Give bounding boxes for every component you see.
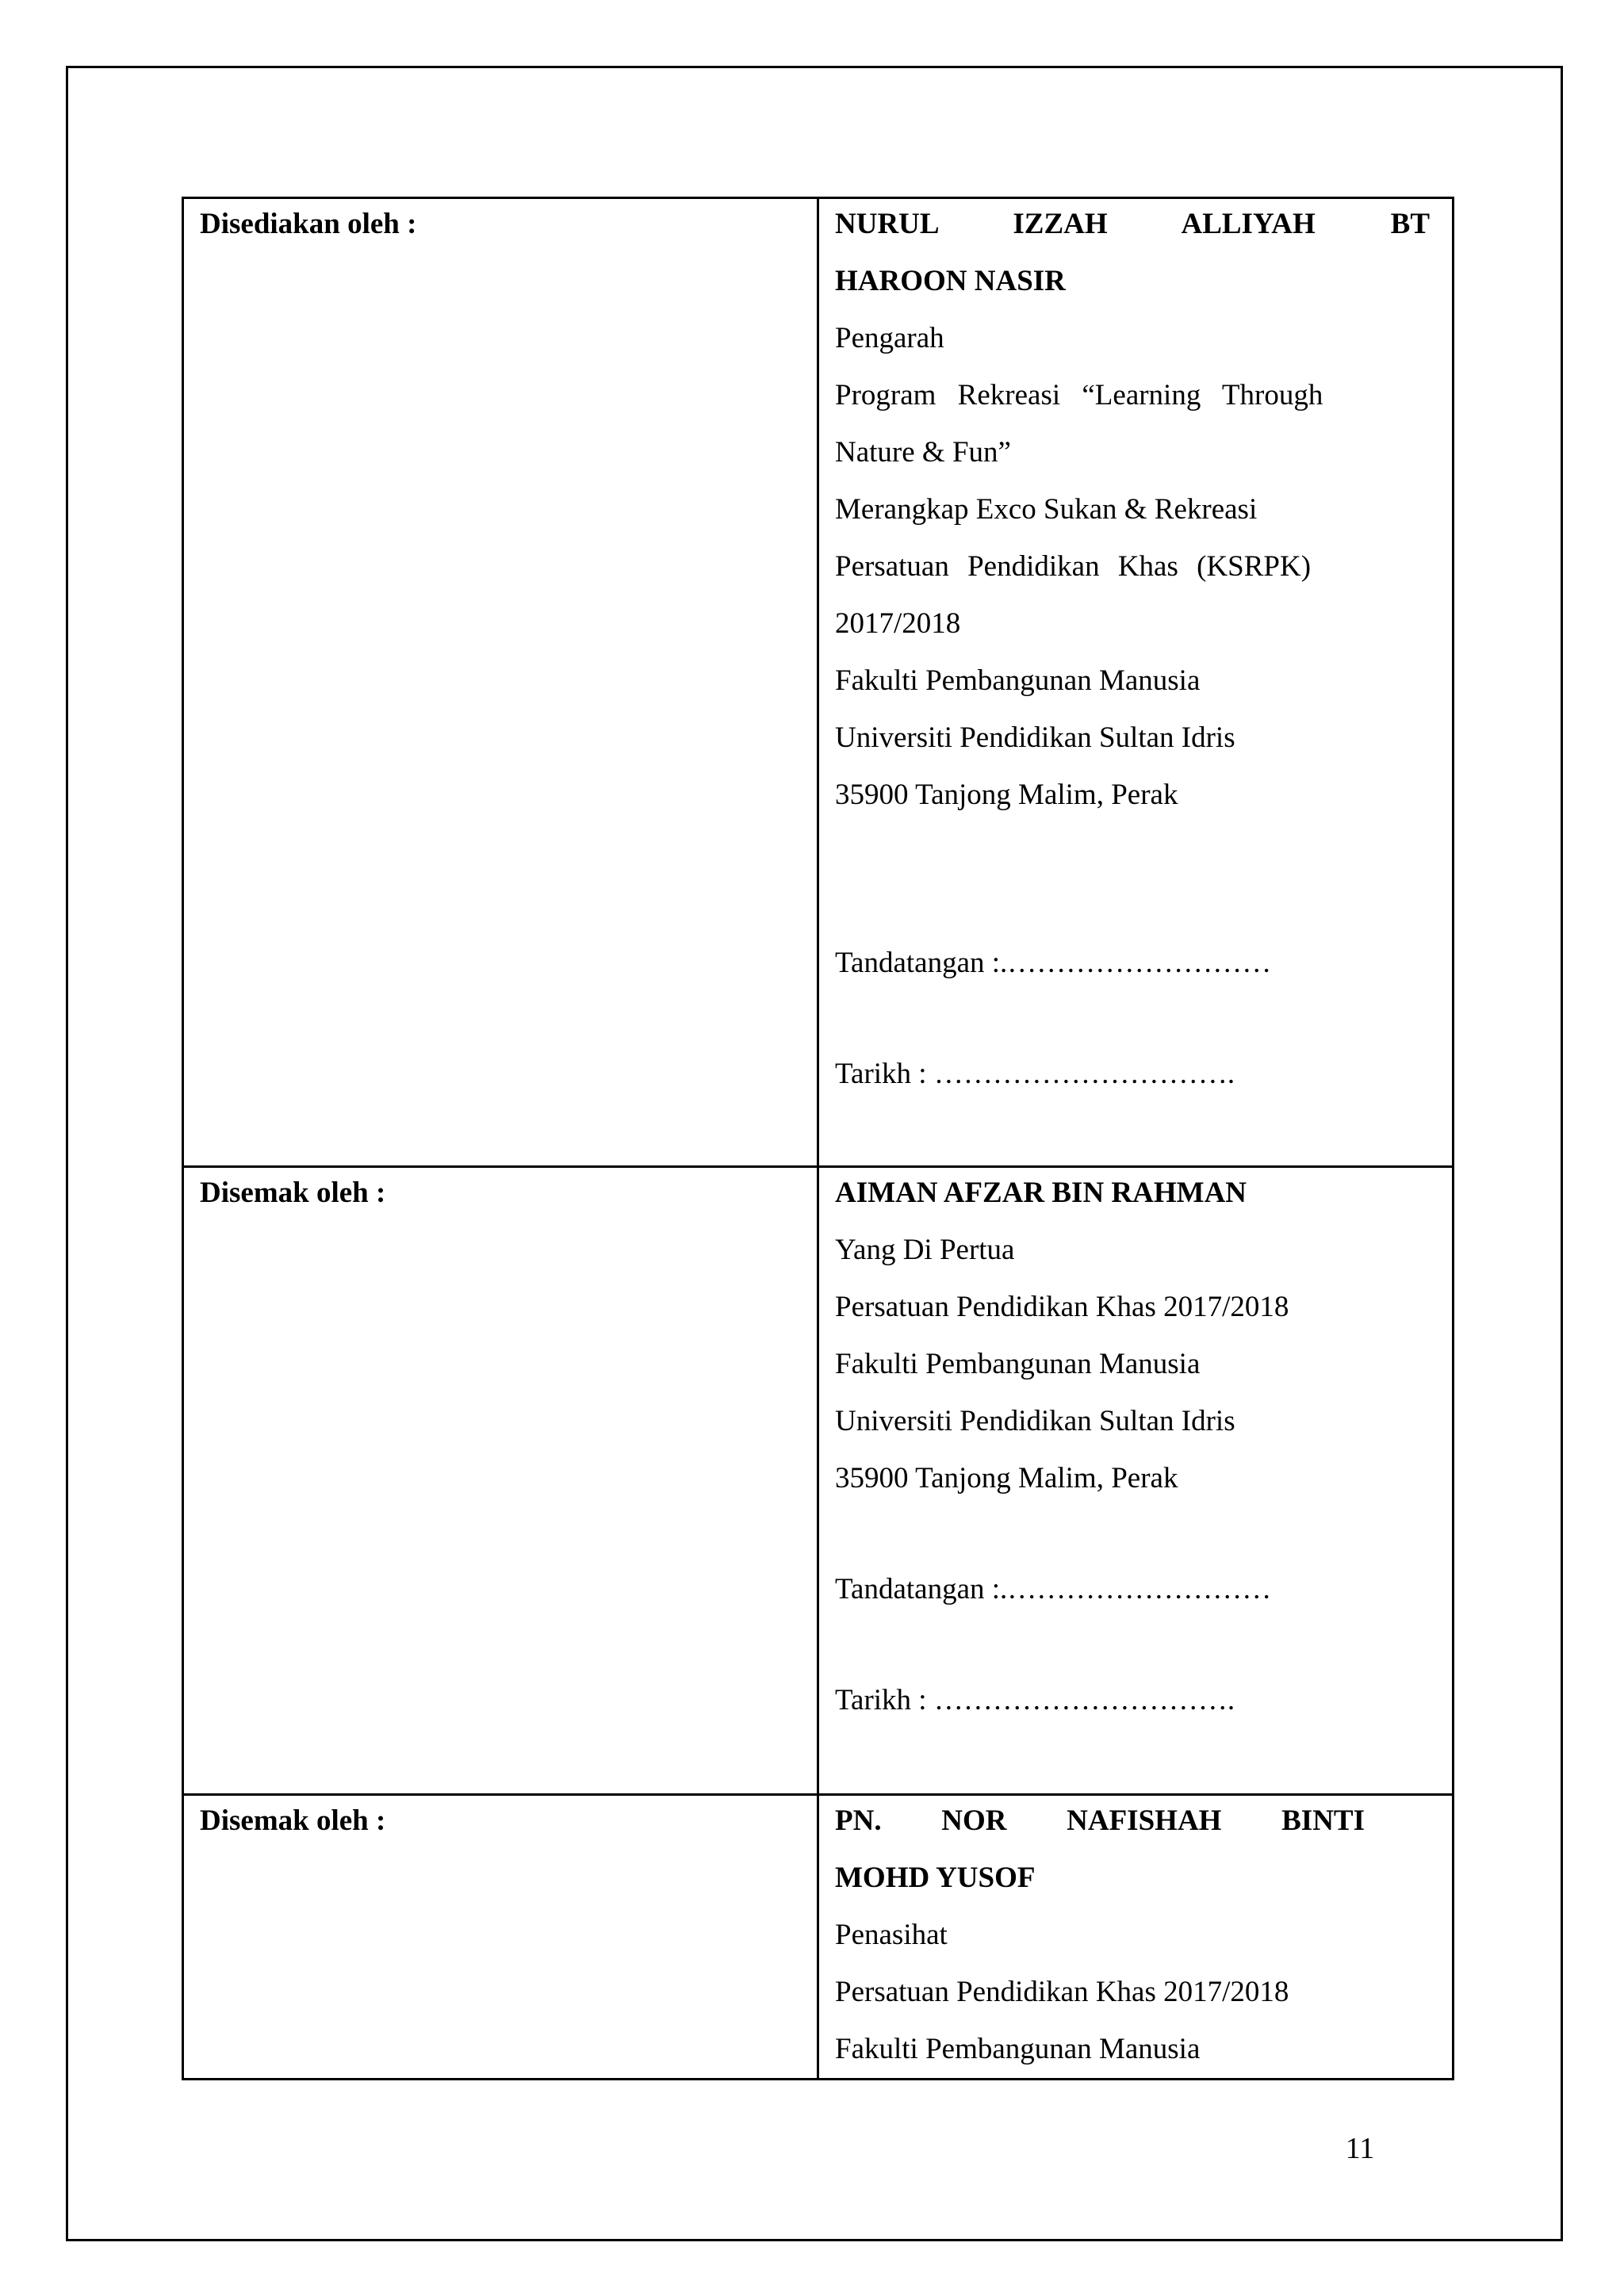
- detail-line: Program Rekreasi “Learning Through: [835, 379, 1323, 411]
- date-line: Tarikh : ………………………….: [835, 1058, 1235, 1090]
- name-line: MOHD YUSOF: [835, 1862, 1036, 1894]
- name-line: PN. NOR NAFISHAH BINTI: [835, 1804, 1365, 1837]
- details-cell: [818, 1795, 1454, 2080]
- signature-table: [182, 197, 1454, 2080]
- label-cell: [183, 198, 818, 1167]
- detail-line: Fakulti Pembangunan Manusia: [835, 1348, 1201, 1380]
- position-line: Pengarah: [835, 322, 944, 354]
- details-cell: [818, 1167, 1454, 1795]
- spacer: [835, 881, 1430, 935]
- signature-line: Tandatangan :.………………………: [835, 947, 1272, 979]
- table-row: [183, 1795, 1454, 2080]
- spacer: [835, 1507, 1430, 1561]
- detail-line: 35900 Tanjong Malim, Perak: [835, 1462, 1178, 1494]
- date-line: Tarikh : ………………………….: [835, 1684, 1235, 1716]
- signature-line: Tandatangan :.………………………: [835, 1573, 1272, 1605]
- detail-line: 2017/2018: [835, 607, 961, 640]
- position-line: Penasihat: [835, 1919, 948, 1951]
- detail-line: 35900 Tanjong Malim, Perak: [835, 779, 1178, 811]
- detail-line: Fakulti Pembangunan Manusia: [835, 2033, 1201, 2065]
- detail-line: Nature & Fun”: [835, 436, 1011, 469]
- name-line: AIMAN AFZAR BIN RAHMAN: [835, 1177, 1247, 1209]
- detail-line: Persatuan Pendidikan Khas (KSRPK): [835, 550, 1312, 583]
- reviewed-by-label: Disemak oleh :: [200, 1804, 386, 1837]
- name-line: HAROON NASIR: [835, 265, 1066, 297]
- spacer: [835, 824, 1430, 881]
- spacer: [835, 1618, 1430, 1672]
- reviewed-by-label: Disemak oleh :: [200, 1177, 386, 1209]
- spacer: [835, 992, 1430, 1046]
- page-number: 11: [1345, 2132, 1375, 2165]
- details-cell: [818, 198, 1454, 1167]
- detail-line: Persatuan Pendidikan Khas 2017/2018: [835, 1291, 1289, 1323]
- position-line: Yang Di Pertua: [835, 1234, 1015, 1266]
- label-cell: [183, 1795, 818, 2080]
- detail-line: Persatuan Pendidikan Khas 2017/2018: [835, 1976, 1289, 2008]
- prepared-by-label: Disediakan oleh :: [200, 208, 417, 240]
- table-row: [183, 198, 1454, 1167]
- table-row: [183, 1167, 1454, 1795]
- label-cell: [183, 1167, 818, 1795]
- name-line: NURUL IZZAH ALLIYAH BT: [835, 208, 1430, 240]
- detail-line: Universiti Pendidikan Sultan Idris: [835, 1405, 1235, 1437]
- detail-line: Universiti Pendidikan Sultan Idris: [835, 721, 1235, 754]
- detail-line: Fakulti Pembangunan Manusia: [835, 664, 1201, 697]
- detail-line: Merangkap Exco Sukan & Rekreasi: [835, 493, 1258, 526]
